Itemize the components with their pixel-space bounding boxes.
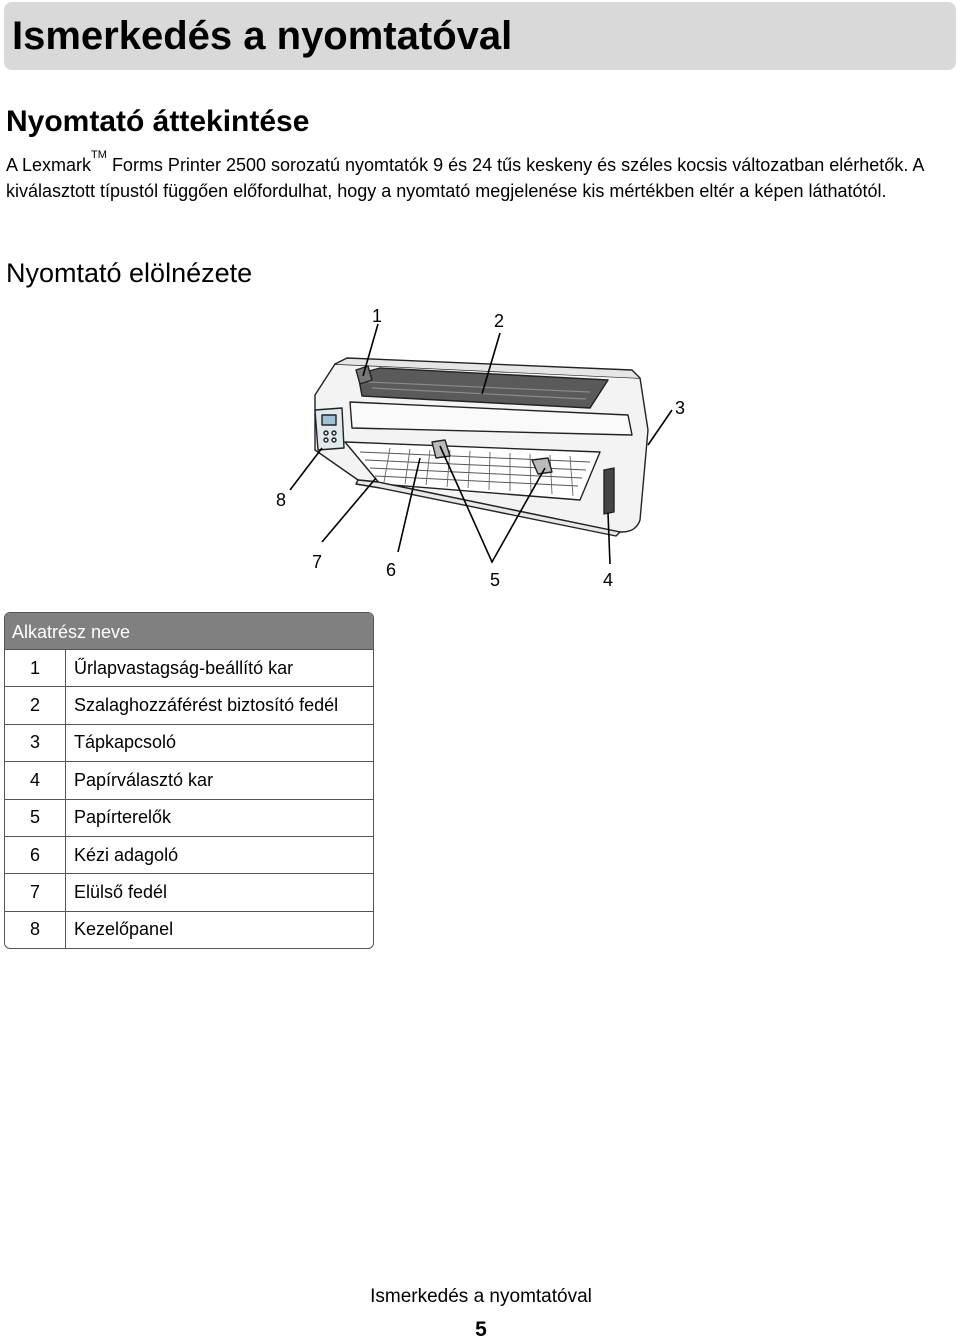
footer-chapter-title: Ismerkedés a nyomtatóval: [370, 1286, 592, 1307]
part-number: 5: [5, 800, 66, 836]
part-name: Kezelőpanel: [74, 919, 174, 940]
table-row: [5, 687, 373, 724]
chapter-title: Ismerkedés a nyomtatóval: [12, 14, 513, 58]
parts-table-header: Alkatrész neve: [5, 613, 373, 650]
page-number: 5: [475, 1318, 487, 1341]
part-name: Papírválasztó kar: [74, 769, 214, 790]
leader-line-7: [322, 478, 376, 542]
part-number: 6: [5, 837, 66, 873]
table-row: [5, 912, 373, 948]
table-row: [5, 762, 373, 799]
chapter-banner: [4, 2, 956, 70]
part-number: 1: [5, 650, 66, 686]
callout-5: 5: [490, 570, 501, 590]
part-name: Tápkapcsoló: [74, 732, 177, 753]
parts-table: [4, 612, 374, 949]
intro-paragraph: [6, 149, 954, 204]
printer-front-figure: [260, 300, 700, 600]
callout-3: 3: [675, 398, 686, 418]
trademark-sup: TM: [91, 149, 107, 161]
part-name: Papírterelők: [74, 807, 172, 828]
part-name: Szalaghozzáférést biztosító fedél: [74, 695, 339, 716]
intro-text-rest: Forms Printer 2500 sorozatú nyomtatók 9 és 24 tűs keskeny és széles kocsis változatban elérhetők. A kiválasztott típustól függően előfordulhat, hogy a nyomtató megjelenése kis mértékben eltér a képen láthatótól.: [6, 155, 924, 201]
callout-4: 4: [603, 570, 614, 590]
part-name: Kézi adagoló: [74, 844, 179, 865]
table-row: [5, 837, 373, 874]
table-row: [5, 725, 373, 762]
paper-select-lever: [604, 468, 614, 514]
part-number: 4: [5, 762, 66, 798]
part-name: Űrlapvastagság-beállító kar: [74, 657, 294, 678]
part-number: 2: [5, 687, 66, 723]
callout-2: 2: [494, 311, 505, 331]
section-title: Nyomtató áttekintése: [6, 105, 310, 138]
part-name: Elülső fedél: [74, 882, 168, 903]
leader-line-3: [648, 410, 672, 445]
callout-1: 1: [372, 306, 383, 326]
table-row: [5, 800, 373, 837]
table-row: [5, 874, 373, 911]
table-row: [5, 650, 373, 687]
part-number: 3: [5, 725, 66, 761]
callout-8: 8: [276, 490, 287, 510]
part-number: 8: [5, 912, 66, 948]
callout-7: 7: [312, 552, 323, 572]
manual-feed-tray: [345, 442, 600, 500]
leader-line-8: [290, 448, 322, 490]
intro-text-start: A Lexmark: [6, 155, 92, 175]
subsection-title: Nyomtató elölnézete: [6, 258, 253, 288]
callout-6: 6: [386, 560, 397, 580]
part-number: 7: [5, 874, 66, 910]
printer-illustration: [260, 300, 700, 600]
control-panel: [315, 408, 344, 450]
